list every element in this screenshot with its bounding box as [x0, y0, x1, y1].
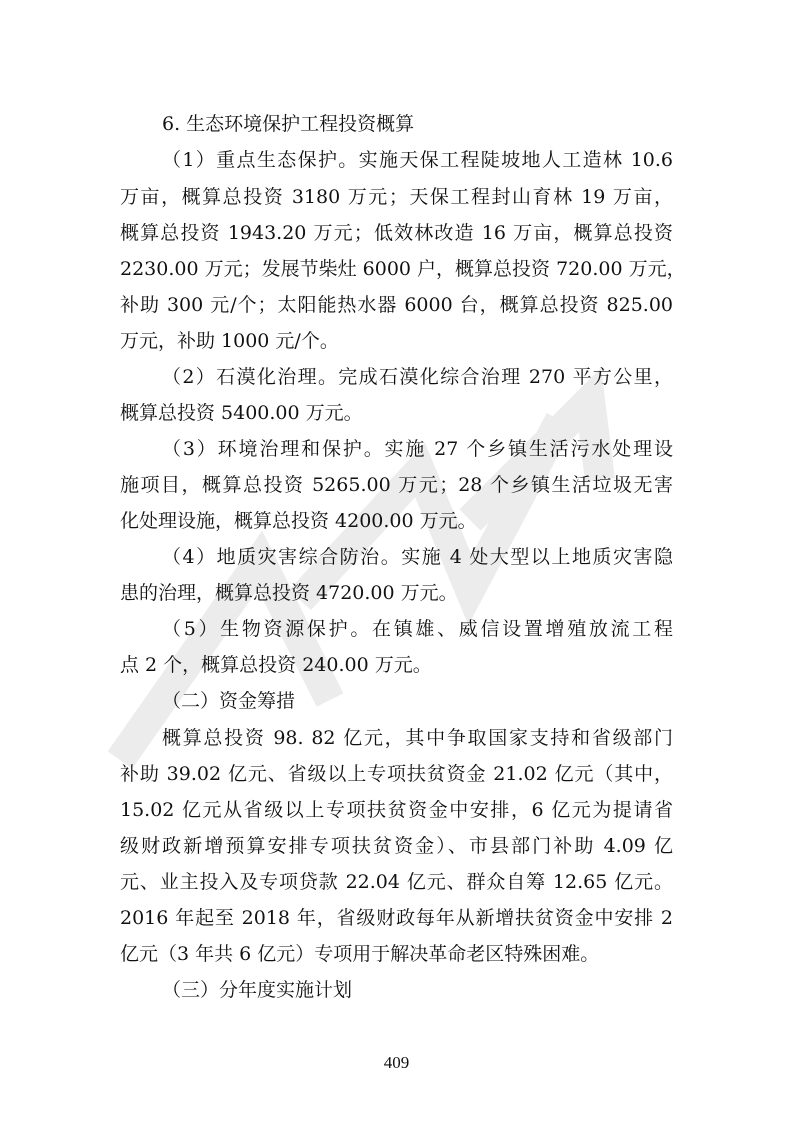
- paragraph-line: 概算总投资 98. 82 亿元，其中争取国家支持和省级部门: [162, 727, 673, 749]
- page-number: 409: [383, 1053, 410, 1072]
- paragraph-line: 补助 300 元/个；太阳能热水器 6000 台，概算总投资 825.00: [120, 294, 673, 316]
- paragraph-line: 化处理设施，概算总投资 4200.00 万元。: [120, 510, 477, 532]
- paragraph-line: 万元，补助 1000 元/个。: [120, 330, 339, 352]
- paragraph-line: 点 2 个，概算总投资 240.00 万元。: [120, 654, 432, 676]
- paragraph-line: （5）生物资源保护。在镇雄、威信设置增殖放流工程: [162, 618, 673, 640]
- paragraph-line: 2230.00 万元；发展节柴灶 6000 户，概算总投资 720.00 万元，: [120, 258, 686, 280]
- paragraph-line: 万亩，概算总投资 3180 万元；天保工程封山育林 19 万亩，: [120, 186, 673, 208]
- paragraph-line: 级财政新增预算安排专项扶贫资金）、市县部门补助 4.09 亿: [120, 835, 673, 857]
- paragraph-line: 2016 年起至 2018 年，省级财政每年从新增扶贫资金中安排 2: [120, 907, 673, 929]
- subsection-heading: （二）资金筹措: [162, 690, 296, 712]
- paragraph-line: 补助 39.02 亿元、省级以上专项扶贫资金 21.02 亿元（其中，: [120, 763, 673, 785]
- paragraph-line: 施项目，概算总投资 5265.00 万元；28 个乡镇生活垃圾无害: [120, 474, 673, 496]
- section-heading: 6. 生态环境保护工程投资概算: [162, 113, 415, 135]
- paragraph-line: （2）石漠化治理。完成石漠化综合治理 270 平方公里，: [162, 366, 673, 388]
- subsection-heading: （三）分年度实施计划: [162, 979, 353, 1001]
- paragraph-line: 概算总投资 5400.00 万元。: [120, 402, 363, 424]
- watermark-stroke-3: [470, 400, 600, 520]
- paragraph-line: 概算总投资 1943.20 万元；低效林改造 16 万亩，概算总投资: [120, 222, 673, 244]
- paragraph-line: 15.02 亿元从省级以上专项扶贫资金中安排，6 亿元为提请省: [120, 799, 673, 821]
- paragraph-line: （1）重点生态保护。实施天保工程陡坡地人工造林 10.6: [162, 149, 673, 171]
- paragraph-line: 亿元（3 年共 6 亿元）专项用于解决革命老区特殊困难。: [120, 943, 600, 965]
- paragraph-line: 患的治理，概算总投资 4720.00 万元。: [120, 582, 458, 604]
- paragraph-line: 元、业主投入及专项贷款 22.04 亿元、群众自筹 12.65 亿元。: [120, 871, 673, 893]
- paragraph-line: （3）环境治理和保护。实施 27 个乡镇生活污水处理设: [162, 438, 673, 460]
- paragraph-line: （4）地质灾害综合防治。实施 4 处大型以上地质灾害隐: [162, 546, 673, 568]
